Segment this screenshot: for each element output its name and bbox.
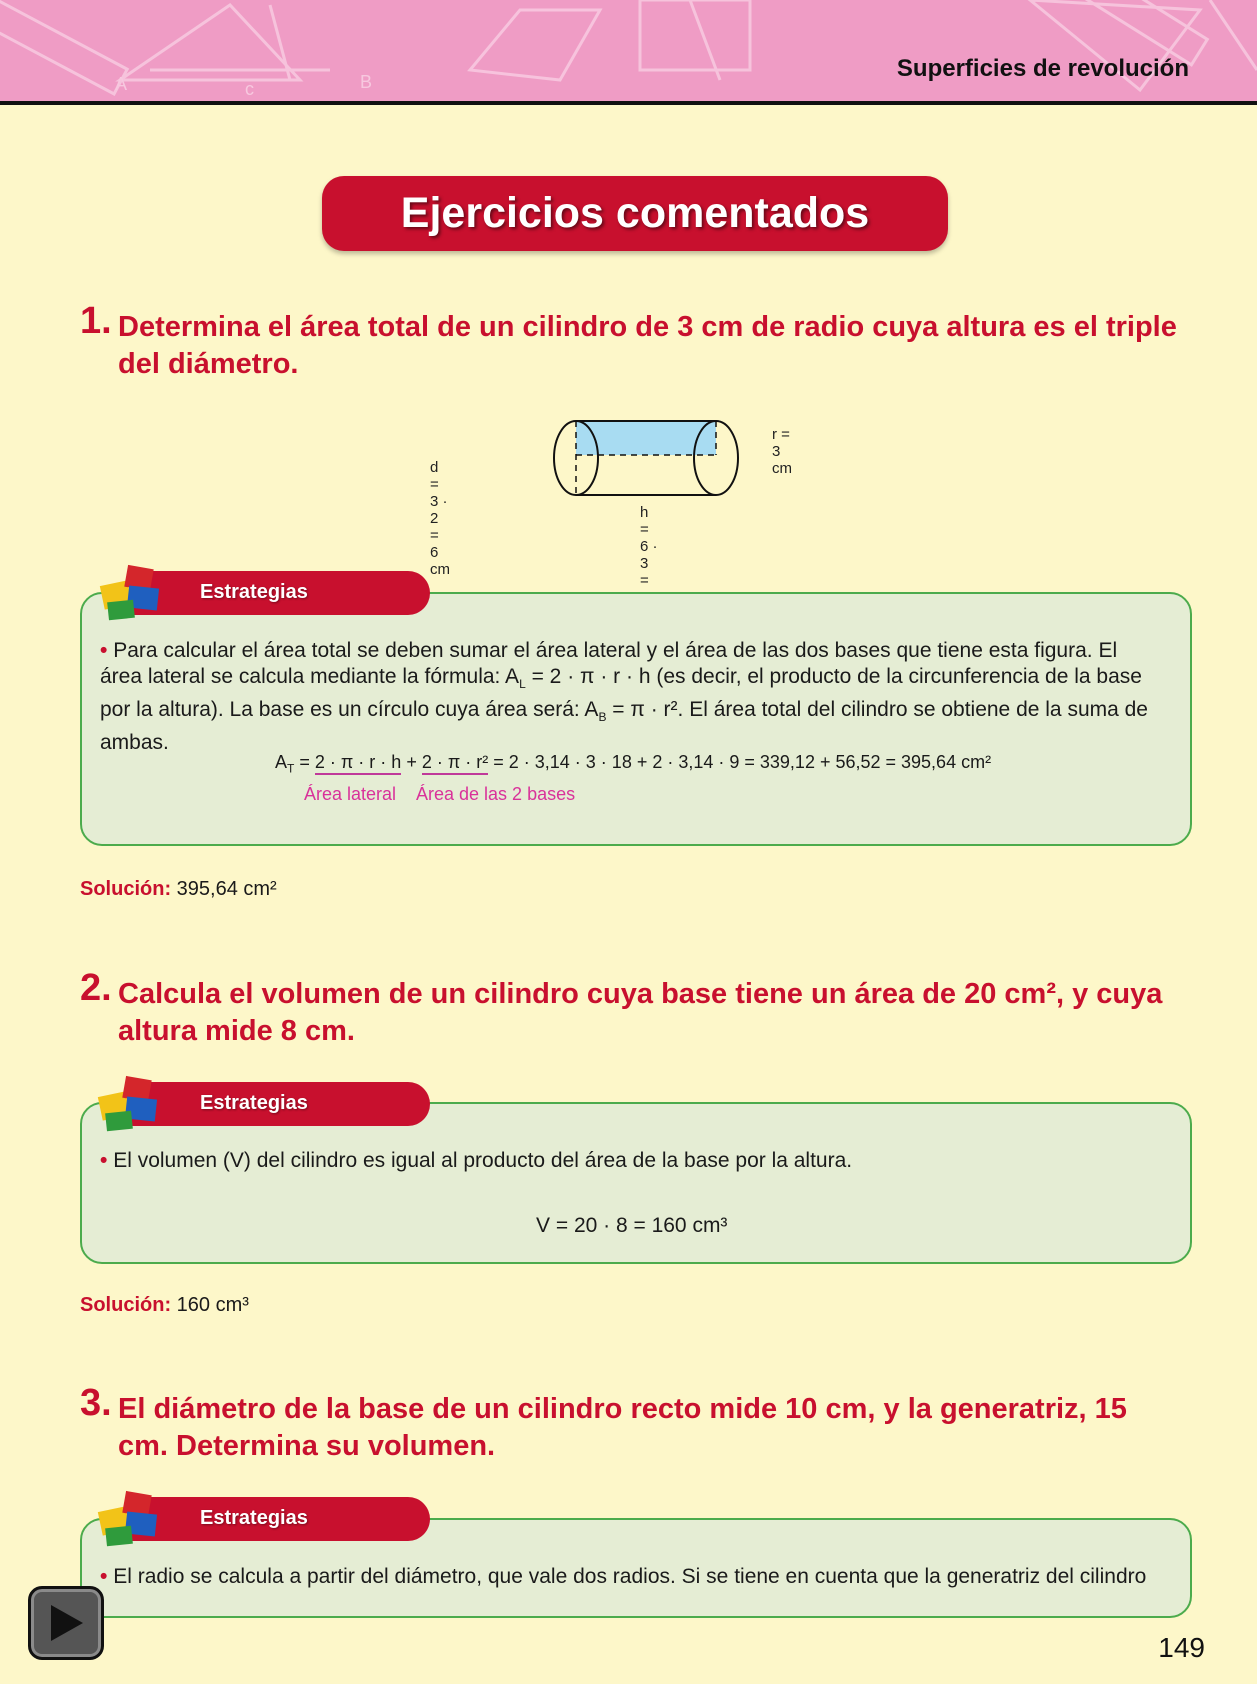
lateral-area-label: Área lateral xyxy=(304,784,397,804)
section-title: Ejercicios comentados xyxy=(400,189,870,237)
strategy-text-3: • El radio se calcula a partir del diámetro, que vale dos radios. Si se tiene en cuenta que la generatriz del cilindro xyxy=(100,1565,1147,1588)
radius-label: r = 3 cm xyxy=(772,426,792,477)
exercise-3-statement xyxy=(80,1382,1180,1465)
strategy-box-2 xyxy=(80,1102,1192,1264)
strategy-tab-2 xyxy=(130,1082,430,1126)
exercise-number: 3. xyxy=(80,1382,112,1424)
strategy-text-2: • El volumen (V) del cilindro es igual al producto del área de la base por la altura. xyxy=(100,1149,853,1172)
svg-text:A: A xyxy=(115,74,128,94)
svg-text:B: B xyxy=(360,72,373,92)
exercise-text: El diámetro de la base de un cilindro recto mide 10 cm, y la generatriz, 15 cm. Determina su volumen. xyxy=(118,1393,1127,1462)
solution-1 xyxy=(80,878,277,901)
exercise-1-statement xyxy=(80,300,1180,383)
bullet-dot: • xyxy=(100,1149,108,1172)
solution-label: Solución: xyxy=(80,1294,172,1316)
bullet-dot: • xyxy=(100,1565,108,1588)
strategy-title: Estrategias xyxy=(200,581,308,603)
geometry-header-decoration xyxy=(0,0,1257,101)
exercise-text: Calcula el volumen de un cilindro cuya base tiene un área de 20 cm², y cuya altura mide 8 cm. xyxy=(118,978,1163,1047)
page-number: 149 xyxy=(1158,1632,1205,1663)
strategy-box-1 xyxy=(80,592,1192,846)
strategy-title: Estrategias xyxy=(200,1092,308,1114)
chapter-title: Superficies de revolución xyxy=(896,55,1189,82)
play-button[interactable] xyxy=(28,1586,104,1660)
solution-label: Solución: xyxy=(80,878,172,900)
page-header xyxy=(0,0,1257,105)
svg-text:c: c xyxy=(245,79,254,99)
height-label: h = 6 · 3 = xyxy=(640,504,658,589)
strategy-text-1: • Para calcular el área total se deben sumar el área lateral y el área de las dos bases que tiene esta figura. El área lateral se calcula mediante la fórmula: $A_L = 2 \cdot \pi \cdot r \cdot h$ (es decir, el producto de la circunferencia de la base por la altura). La base es un círculo cuya área será: $A_B = \pi \cdot r^2$. El área total del cilindro se obtiene de la suma de ambas. xyxy=(100,639,1148,755)
puzzle-icon xyxy=(96,1074,166,1132)
bases-area-term: 2 · π · r² xyxy=(422,752,488,775)
area-formula: $A_T = 2 \cdot \pi \cdot r \cdot h + 2 \cdot \pi \cdot r^2 = 2 \cdot 3,14 \cdot 3 \cdot 18 + 2 \cdot 3,14 \cdot 9 = 339,12 + 56,52 = 395,64$ cm² xyxy=(275,752,992,776)
lateral-area-term: 2 · π · r · h xyxy=(315,752,401,775)
bullet-dot: • xyxy=(100,639,108,662)
strategy-tab-3 xyxy=(130,1497,430,1541)
exercise-text: Determina el área total de un cilindro de 3 cm de radio cuya altura es el triple del diámetro. xyxy=(118,311,1177,380)
solution-value: 160 cm³ xyxy=(176,1294,249,1316)
puzzle-icon xyxy=(96,1489,166,1547)
exercise-number: 2. xyxy=(80,967,112,1009)
strategy-title: Estrategias xyxy=(200,1507,308,1529)
strategy-tab-1 xyxy=(130,571,430,615)
exercise-number: 1. xyxy=(80,300,112,342)
diameter-label: d = 3 · 2 = 6 cm xyxy=(430,459,450,578)
exercise-2-statement xyxy=(80,967,1180,1050)
solution-value: 395,64 cm² xyxy=(176,878,277,900)
volume-formula: V = 20 · 8 = 160 cm³ xyxy=(536,1214,728,1237)
play-icon xyxy=(47,1603,87,1643)
bases-area-label: Área de las 2 bases xyxy=(416,784,576,804)
puzzle-icon xyxy=(98,563,168,621)
section-title-banner xyxy=(322,176,948,251)
solution-2 xyxy=(80,1294,249,1317)
